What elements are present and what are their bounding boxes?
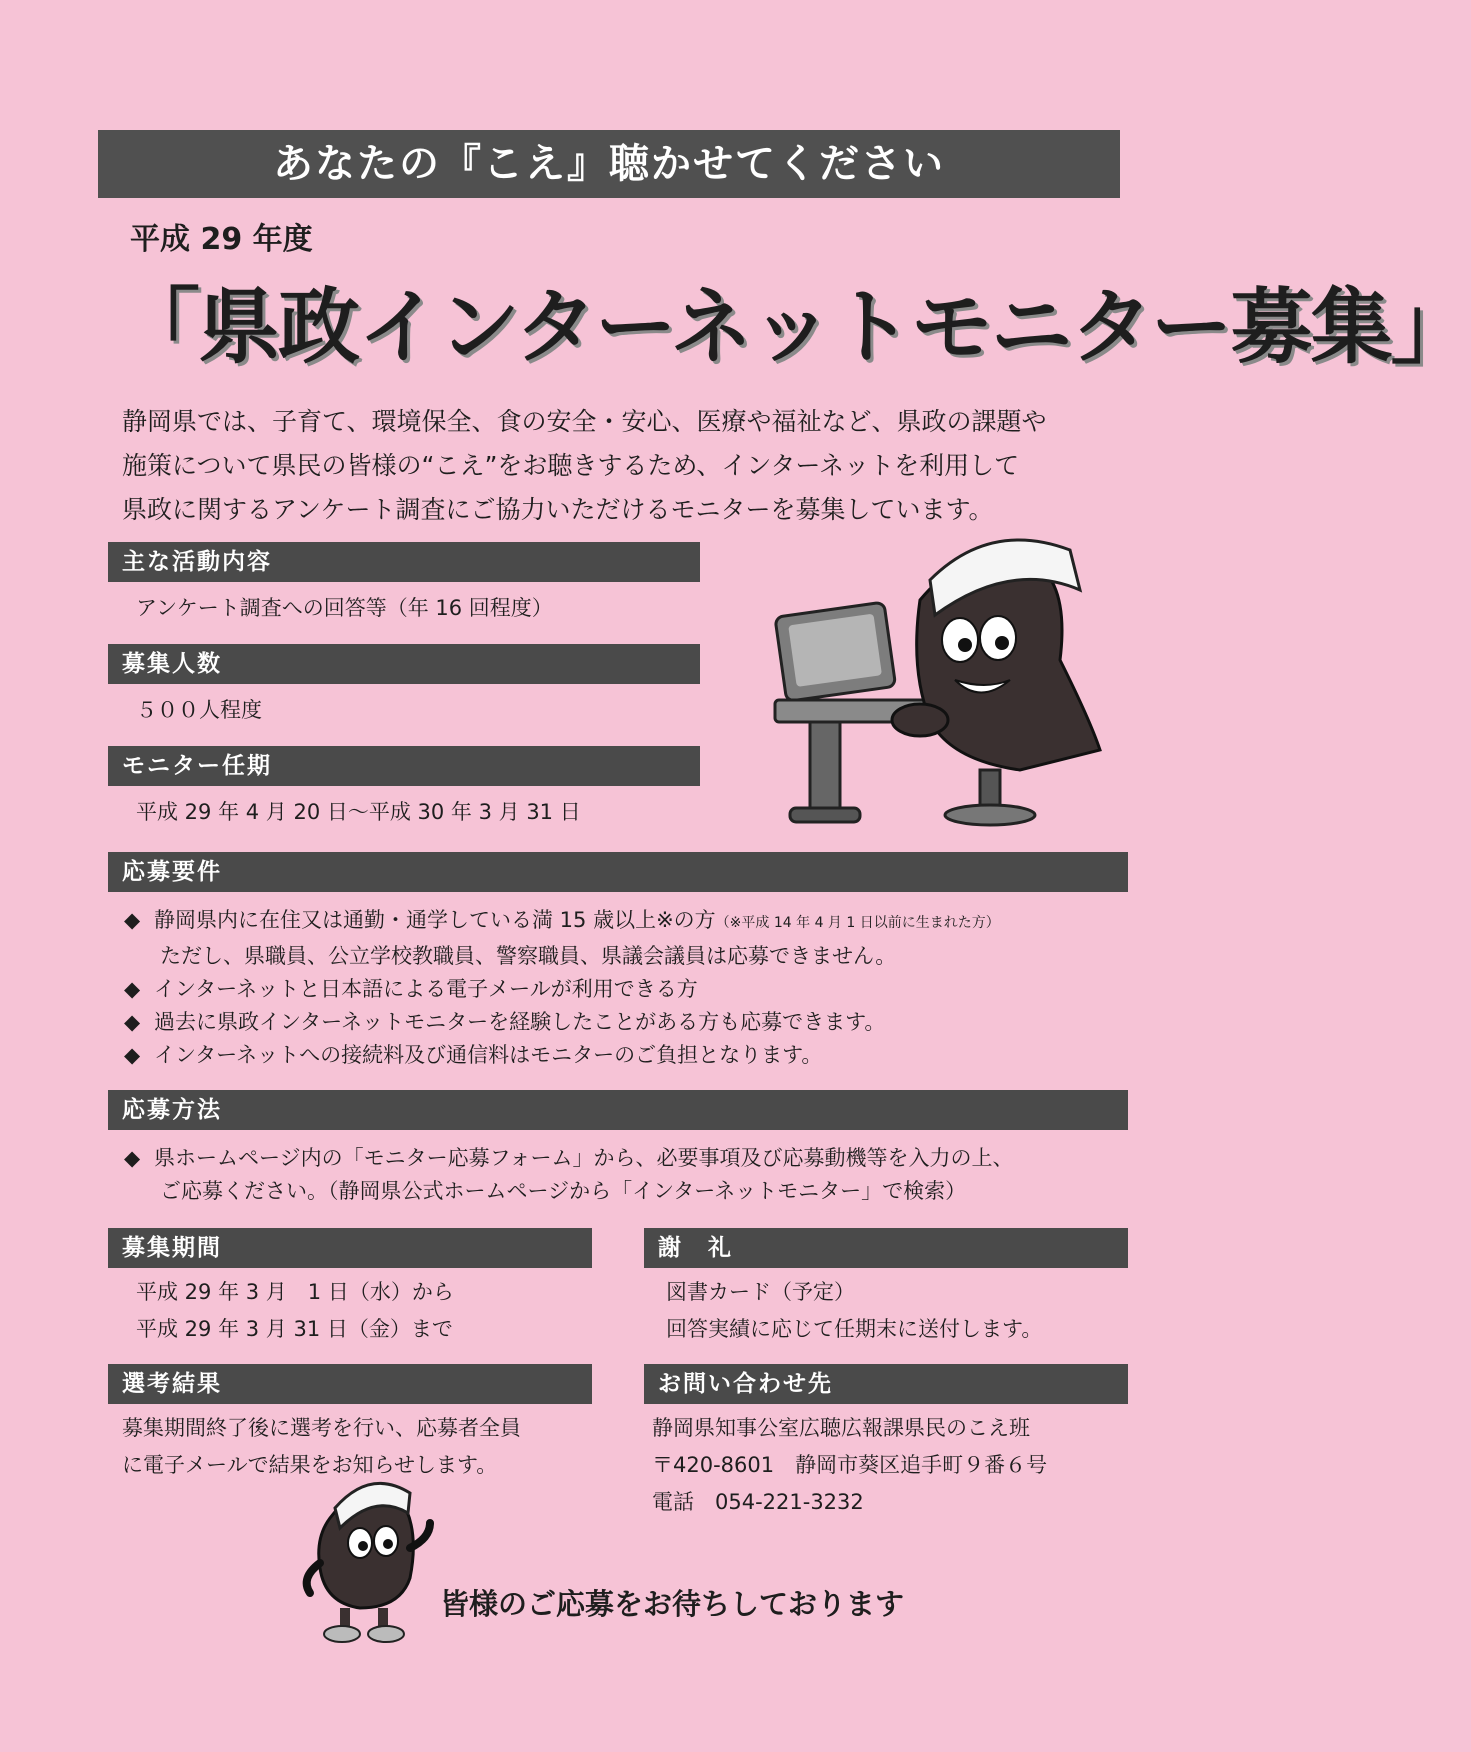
bullet-icon: ◆	[124, 1146, 141, 1170]
bullet-icon: ◆	[124, 977, 141, 1001]
contact-office: 静岡県知事公室広聴広報課県民のこえ班	[652, 1416, 1030, 1440]
contact-phone: 電話 054-221-3232	[652, 1490, 864, 1514]
intro-text	[122, 400, 1122, 532]
selection-line-1: 募集期間終了後に選考を行い、応募者全員	[122, 1416, 521, 1440]
section-activity-heading: 主な活動内容	[108, 542, 700, 582]
bullet-icon: ◆	[124, 1010, 141, 1034]
section-count-heading: 募集人数	[108, 644, 700, 684]
section-requirements-heading: 応募要件	[108, 852, 1128, 892]
requirement-item-2: ◆ インターネットと日本語による電子メールが利用できる方	[124, 973, 1000, 1006]
requirements-list	[124, 904, 1000, 1072]
requirement-item-1: ◆ 静岡県内に在住又は通勤・通学している満 15 歳以上※の方（※平成 14 年 4 月 1 日以前に生まれた方）	[124, 904, 1000, 940]
section-contact-heading: お問い合わせ先	[644, 1364, 1128, 1404]
requirement-item-3: ◆ 過去に県政インターネットモニターを経験したことがある方も応募できます。	[124, 1006, 1000, 1039]
section-selection-heading: 選考結果	[108, 1364, 592, 1404]
mascot-computer-illustration	[770, 520, 1130, 840]
count-text: ５００人程度	[136, 698, 262, 722]
bullet-icon: ◆	[124, 908, 141, 932]
age-note: （※平成 14 年 4 月 1 日以前に生まれた方）	[715, 915, 1000, 931]
period-end: 平成 29 年 3 月 31 日（金）まで	[136, 1317, 453, 1341]
section-period-heading: 募集期間	[108, 1228, 592, 1268]
activity-text: アンケート調査への回答等（年 16 回程度）	[136, 596, 553, 620]
method-text	[124, 1142, 1014, 1208]
period-start: 平成 29 年 3 月 1 日（水）から	[136, 1280, 454, 1304]
bullet-icon: ◆	[124, 1043, 141, 1067]
page-title: 「県政インターネットモニター募集」	[118, 280, 1471, 375]
period-text	[136, 1274, 454, 1348]
requirement-item-1-sub: ただし、県職員、公立学校教職員、警察職員、県議会議員は応募できません。	[160, 944, 897, 968]
section-reward-heading: 謝 礼	[644, 1228, 1128, 1268]
reward-text	[666, 1274, 1042, 1348]
intro-line-3: 県政に関するアンケート調査にご協力いただけるモニターを募集しています。	[122, 495, 994, 524]
header-banner: あなたの『こえ』聴かせてください	[98, 130, 1120, 198]
mascot-waving-illustration	[290, 1468, 440, 1648]
method-line-1: ◆ 県ホームページ内の「モニター応募フォーム」から、必要事項及び応募動機等を入力の上、	[124, 1142, 1014, 1175]
requirement-item-4: ◆ インターネットへの接続料及び通信料はモニターのご負担となります。	[124, 1039, 1000, 1072]
intro-line-2: 施策について県民の皆様の“こえ”をお聴きするため、インターネットを利用して	[122, 451, 1020, 480]
method-line-2: ご応募ください。（静岡県公式ホームページから「インターネットモニター」で検索）	[160, 1179, 967, 1203]
contact-text	[652, 1410, 1047, 1521]
fiscal-year: 平成 29 年度	[130, 222, 313, 257]
section-method-heading: 応募方法	[108, 1090, 1128, 1130]
reward-line-1: 図書カード（予定）	[666, 1280, 855, 1304]
selection-line-2: に電子メールで結果をお知らせします。	[122, 1453, 498, 1477]
closing-message: 皆様のご応募をお待ちしております	[440, 1587, 905, 1621]
intro-line-1: 静岡県では、子育て、環境保全、食の安全・安心、医療や福祉など、県政の課題や	[122, 407, 1047, 436]
section-term-heading: モニター任期	[108, 746, 700, 786]
contact-address: 〒420-8601 静岡市葵区追手町９番６号	[652, 1453, 1048, 1477]
reward-line-2: 回答実績に応じて任期末に送付します。	[666, 1317, 1043, 1341]
term-text: 平成 29 年 4 月 20 日～平成 30 年 3 月 31 日	[136, 800, 581, 824]
